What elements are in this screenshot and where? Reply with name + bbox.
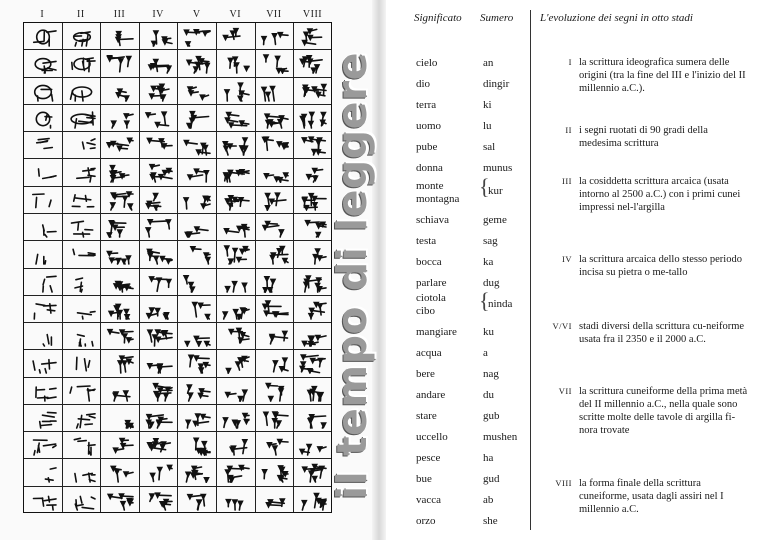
cuneiform-sign xyxy=(105,273,135,293)
word-italian: uomo xyxy=(416,120,442,132)
cuneiform-sign xyxy=(221,27,251,47)
cuneiform-sign xyxy=(221,54,251,74)
cuneiform-sign xyxy=(221,436,251,456)
cuneiform-sign xyxy=(144,327,174,347)
stage-text: la scrittura ideografica sumera delle origini (tra la fine del III e l'inizio del II millennio a.C.). xyxy=(579,57,746,94)
word-italian: uccello xyxy=(416,431,448,443)
cuneiform-sign xyxy=(260,82,290,102)
cuneiform-sign xyxy=(221,382,251,402)
stage-description xyxy=(540,175,750,214)
word-italian: pesce xyxy=(416,452,441,464)
grid-row-line xyxy=(24,322,331,323)
cuneiform-sign xyxy=(260,300,290,320)
cuneiform-sign xyxy=(221,409,251,429)
stage-number: I xyxy=(568,57,572,67)
cuneiform-sign xyxy=(105,382,135,402)
cuneiform-sign xyxy=(67,191,97,211)
word-sumerian: she xyxy=(483,515,498,527)
cuneiform-sign xyxy=(182,409,212,429)
cuneiform-sign xyxy=(105,136,135,156)
cuneiform-sign xyxy=(144,436,174,456)
grid-row-line xyxy=(24,458,331,459)
cuneiform-sign xyxy=(221,463,251,483)
cuneiform-sign xyxy=(221,354,251,374)
cuneiform-sign xyxy=(298,136,328,156)
cuneiform-sign xyxy=(182,273,212,293)
word-sumerian: ha xyxy=(483,452,494,464)
grid-row-line xyxy=(24,131,331,132)
stage-numeral: VIII xyxy=(302,9,323,20)
cuneiform-sign xyxy=(221,109,251,129)
cuneiform-sign xyxy=(105,163,135,183)
cuneiform-sign xyxy=(144,245,174,265)
cuneiform-sign xyxy=(28,382,58,402)
word-italian: parlare xyxy=(416,277,447,289)
cuneiform-sign xyxy=(260,136,290,156)
cuneiform-sign xyxy=(28,409,58,429)
cuneiform-sign xyxy=(221,82,251,102)
grid-row-line xyxy=(24,486,331,487)
grid-row-line xyxy=(24,268,331,269)
word-sumerian: ku xyxy=(483,326,494,338)
word-italian: ciotola xyxy=(416,292,446,304)
cuneiform-sign xyxy=(144,82,174,102)
cuneiform-sign xyxy=(28,191,58,211)
cuneiform-sign xyxy=(67,54,97,74)
cuneiform-sign xyxy=(105,191,135,211)
word-italian: acqua xyxy=(416,347,442,359)
word-italian: testa xyxy=(416,235,437,247)
stage-number: VII xyxy=(558,386,572,396)
stage-number: IV xyxy=(562,254,572,264)
cuneiform-sign xyxy=(28,109,58,129)
header-evoluzione: L'evoluzione dei segni in otto stadi xyxy=(540,12,693,24)
cuneiform-sign xyxy=(144,354,174,374)
grid-row-line xyxy=(24,213,331,214)
cuneiform-sign xyxy=(67,409,97,429)
cuneiform-sign xyxy=(67,163,97,183)
word-italian: terra xyxy=(416,99,437,111)
word-sumerian: ki xyxy=(483,99,492,111)
cuneiform-sign xyxy=(144,163,174,183)
word-italian: donna xyxy=(416,162,443,174)
word-sumerian: geme xyxy=(483,214,507,226)
word-sumerian: lu xyxy=(483,120,492,132)
cuneiform-sign xyxy=(105,327,135,347)
cuneiform-sign xyxy=(260,109,290,129)
cuneiform-sign xyxy=(105,436,135,456)
cuneiform-sign xyxy=(260,382,290,402)
cuneiform-sign xyxy=(67,82,97,102)
cuneiform-sign xyxy=(221,327,251,347)
cuneiform-sign xyxy=(28,327,58,347)
stage-text: la scrittura arcaica dello stesso periodo incisa su pietra o me-tallo xyxy=(579,254,742,278)
cuneiform-sign xyxy=(105,82,135,102)
cuneiform-sign xyxy=(67,136,97,156)
word-sumerian: ka xyxy=(483,256,494,268)
word-sumerian: munus xyxy=(483,162,513,174)
cuneiform-sign xyxy=(28,82,58,102)
cuneiform-sign xyxy=(221,300,251,320)
cuneiform-sign xyxy=(298,300,328,320)
column-separator xyxy=(530,10,531,530)
cuneiform-sign xyxy=(182,191,212,211)
cuneiform-sign xyxy=(260,327,290,347)
stage-numeral: I xyxy=(40,9,45,20)
cuneiform-sign xyxy=(182,163,212,183)
header-sumero: Sumero xyxy=(480,12,514,24)
cuneiform-sign xyxy=(298,109,328,129)
stage-description xyxy=(540,124,750,150)
cuneiform-sign xyxy=(67,491,97,511)
word-italian: orzo xyxy=(416,515,436,527)
word-italian: mangiare xyxy=(416,326,457,338)
cuneiform-sign xyxy=(28,273,58,293)
cuneiform-sign xyxy=(105,54,135,74)
cuneiform-sign xyxy=(298,218,328,238)
stage-description xyxy=(540,56,750,95)
cuneiform-sign xyxy=(144,273,174,293)
cuneiform-sign xyxy=(67,27,97,47)
cuneiform-sign xyxy=(67,218,97,238)
cuneiform-sign xyxy=(260,436,290,456)
stage-description xyxy=(540,320,750,346)
cuneiform-sign xyxy=(221,245,251,265)
word-sumerian: mushen xyxy=(483,431,518,443)
stage-number: III xyxy=(562,176,572,186)
grid-row-line xyxy=(24,431,331,432)
word-italian: bere xyxy=(416,368,435,380)
stage-numeral: II xyxy=(77,9,85,20)
word-sumerian: gub xyxy=(483,410,500,422)
cuneiform-sign xyxy=(182,491,212,511)
cuneiform-sign xyxy=(221,218,251,238)
cuneiform-sign xyxy=(105,409,135,429)
cuneiform-sign xyxy=(182,136,212,156)
stage-description xyxy=(540,477,750,516)
word-sumerian: a xyxy=(483,347,488,359)
cuneiform-sign xyxy=(28,136,58,156)
cuneiform-sign xyxy=(298,354,328,374)
cuneiform-sign xyxy=(144,491,174,511)
grid-row-line xyxy=(24,404,331,405)
cuneiform-sign xyxy=(105,245,135,265)
cuneiform-sign xyxy=(28,491,58,511)
grid-row-line xyxy=(24,104,331,105)
cuneiform-sign xyxy=(105,218,135,238)
cuneiform-sign xyxy=(144,218,174,238)
header-significato: Significato xyxy=(414,12,462,24)
stage-numeral: VII xyxy=(266,9,282,20)
cuneiform-sign xyxy=(182,218,212,238)
word-italian: pube xyxy=(416,141,438,153)
stage-numeral: III xyxy=(113,9,126,20)
cuneiform-sign xyxy=(144,27,174,47)
word-italian: schiava xyxy=(416,214,449,226)
cuneiform-sign xyxy=(298,382,328,402)
cuneiform-sign xyxy=(67,300,97,320)
word-italian: bue xyxy=(416,473,432,485)
cuneiform-sign xyxy=(67,273,97,293)
cuneiform-sign xyxy=(182,436,212,456)
grid-row-line xyxy=(24,240,331,241)
cuneiform-sign xyxy=(260,27,290,47)
grid-row-line xyxy=(24,295,331,296)
brace-ninda: { xyxy=(479,288,490,313)
word-italian: stare xyxy=(416,410,437,422)
cuneiform-sign xyxy=(182,109,212,129)
watermark: il tempo di leggere xyxy=(328,52,376,500)
cuneiform-sign xyxy=(144,191,174,211)
grid-row-line xyxy=(24,349,331,350)
cuneiform-sign xyxy=(28,163,58,183)
cuneiform-sign xyxy=(28,54,58,74)
cuneiform-sign xyxy=(298,463,328,483)
word-italian: montagna xyxy=(416,193,460,205)
cuneiform-sign xyxy=(28,245,58,265)
cuneiform-sign xyxy=(144,109,174,129)
cuneiform-sign xyxy=(105,491,135,511)
cuneiform-sign xyxy=(67,436,97,456)
word-italian: bocca xyxy=(416,256,442,268)
cuneiform-sign xyxy=(298,27,328,47)
cuneiform-sign xyxy=(260,354,290,374)
word-sumerian: sal xyxy=(483,141,496,153)
cuneiform-sign xyxy=(298,191,328,211)
stage-numeral: VI xyxy=(229,9,242,20)
cuneiform-sign xyxy=(182,27,212,47)
stage-number: VIII xyxy=(555,478,572,488)
cuneiform-sign xyxy=(67,354,97,374)
cuneiform-sign xyxy=(260,463,290,483)
cuneiform-sign xyxy=(67,382,97,402)
cuneiform-sign xyxy=(144,409,174,429)
cuneiform-sign xyxy=(260,245,290,265)
cuneiform-sign xyxy=(182,82,212,102)
stage-numeral: V xyxy=(192,9,201,20)
stage-number: V/VI xyxy=(552,321,572,331)
cuneiform-sign xyxy=(182,382,212,402)
cuneiform-sign xyxy=(105,463,135,483)
cuneiform-sign xyxy=(298,327,328,347)
cuneiform-sign xyxy=(298,82,328,102)
cuneiform-sign xyxy=(298,273,328,293)
cuneiform-sign xyxy=(67,109,97,129)
word-italian: dio xyxy=(416,78,431,90)
cuneiform-sign xyxy=(28,463,58,483)
cuneiform-sign xyxy=(260,54,290,74)
cuneiform-sign xyxy=(67,245,97,265)
grid-row-line xyxy=(24,158,331,159)
word-sumerian: nag xyxy=(483,368,499,380)
cuneiform-sign xyxy=(28,436,58,456)
grid-row-line xyxy=(24,186,331,187)
cuneiform-sign xyxy=(298,409,328,429)
grid-row-line xyxy=(24,377,331,378)
grid-row-line xyxy=(24,49,331,50)
word-italian: vacca xyxy=(416,494,442,506)
cuneiform-sign xyxy=(67,463,97,483)
stage-text: la scrittura cuneiforme della prima metà del II millennio a.C., nella quale sono scritte molte delle tavole di argilla fi-nora trovate xyxy=(579,386,748,436)
cuneiform-sign xyxy=(221,191,251,211)
stage-description xyxy=(540,253,750,279)
cuneiform-sign xyxy=(298,54,328,74)
cuneiform-sign xyxy=(260,409,290,429)
cuneiform-sign xyxy=(260,218,290,238)
word-sumerian: an xyxy=(483,57,494,69)
word-italian: cielo xyxy=(416,57,438,69)
cuneiform-sign xyxy=(182,463,212,483)
stage-text: la cosiddetta scrittura arcaica (usata intorno al 2500 a.C.) con i primi cunei impressi nel-l'argilla xyxy=(579,176,741,213)
cuneiform-sign xyxy=(298,491,328,511)
stage-text: i segni ruotati di 90 gradi della medesima scrittura xyxy=(579,125,708,149)
cuneiform-sign xyxy=(221,163,251,183)
stage-numeral: IV xyxy=(152,9,164,20)
word-sumerian: dingir xyxy=(483,78,510,90)
cuneiform-sign xyxy=(182,354,212,374)
cuneiform-sign xyxy=(221,273,251,293)
cuneiform-sign xyxy=(28,27,58,47)
word-sumerian: ab xyxy=(483,494,494,506)
cuneiform-sign xyxy=(260,491,290,511)
cuneiform-sign xyxy=(298,163,328,183)
stage-number: II xyxy=(565,125,572,135)
cuneiform-sign xyxy=(260,191,290,211)
cuneiform-sign xyxy=(144,54,174,74)
cuneiform-sign xyxy=(105,300,135,320)
cuneiform-sign xyxy=(105,27,135,47)
word-sumerian: gud xyxy=(483,473,500,485)
cuneiform-sign xyxy=(260,273,290,293)
stage-text: stadi diversi della scrittura cu-neiforme usata fra il 2350 e il 2000 a.C. xyxy=(579,321,745,345)
word-sumerian: kur xyxy=(488,185,503,197)
word-sumerian: du xyxy=(483,389,494,401)
cuneiform-sign xyxy=(105,109,135,129)
cuneiform-sign xyxy=(298,436,328,456)
cuneiform-sign xyxy=(221,491,251,511)
cuneiform-sign xyxy=(105,354,135,374)
cuneiform-sign xyxy=(67,327,97,347)
sign-evolution-grid xyxy=(23,22,332,513)
cuneiform-sign xyxy=(260,163,290,183)
cuneiform-sign xyxy=(182,54,212,74)
cuneiform-sign xyxy=(144,300,174,320)
cuneiform-sign xyxy=(28,218,58,238)
cuneiform-sign xyxy=(28,300,58,320)
cuneiform-sign xyxy=(182,300,212,320)
word-italian: cibo xyxy=(416,305,435,317)
word-sumerian: sag xyxy=(483,235,498,247)
stage-description xyxy=(540,385,750,437)
cuneiform-sign xyxy=(144,463,174,483)
cuneiform-sign xyxy=(298,245,328,265)
cuneiform-sign xyxy=(144,382,174,402)
word-italian: monte xyxy=(416,180,444,192)
stage-text: la forma finale della scrittura cuneiforme, usata dagli assiri nel I millennio a.C. xyxy=(579,478,724,515)
cuneiform-sign xyxy=(221,136,251,156)
grid-row-line xyxy=(24,77,331,78)
cuneiform-sign xyxy=(28,354,58,374)
brace-kur: { xyxy=(479,174,490,199)
cuneiform-sign xyxy=(144,136,174,156)
cuneiform-sign xyxy=(182,327,212,347)
word-sumerian: dug xyxy=(483,277,500,289)
word-sumerian: ninda xyxy=(488,298,513,310)
word-italian: andare xyxy=(416,389,446,401)
cuneiform-sign xyxy=(182,245,212,265)
